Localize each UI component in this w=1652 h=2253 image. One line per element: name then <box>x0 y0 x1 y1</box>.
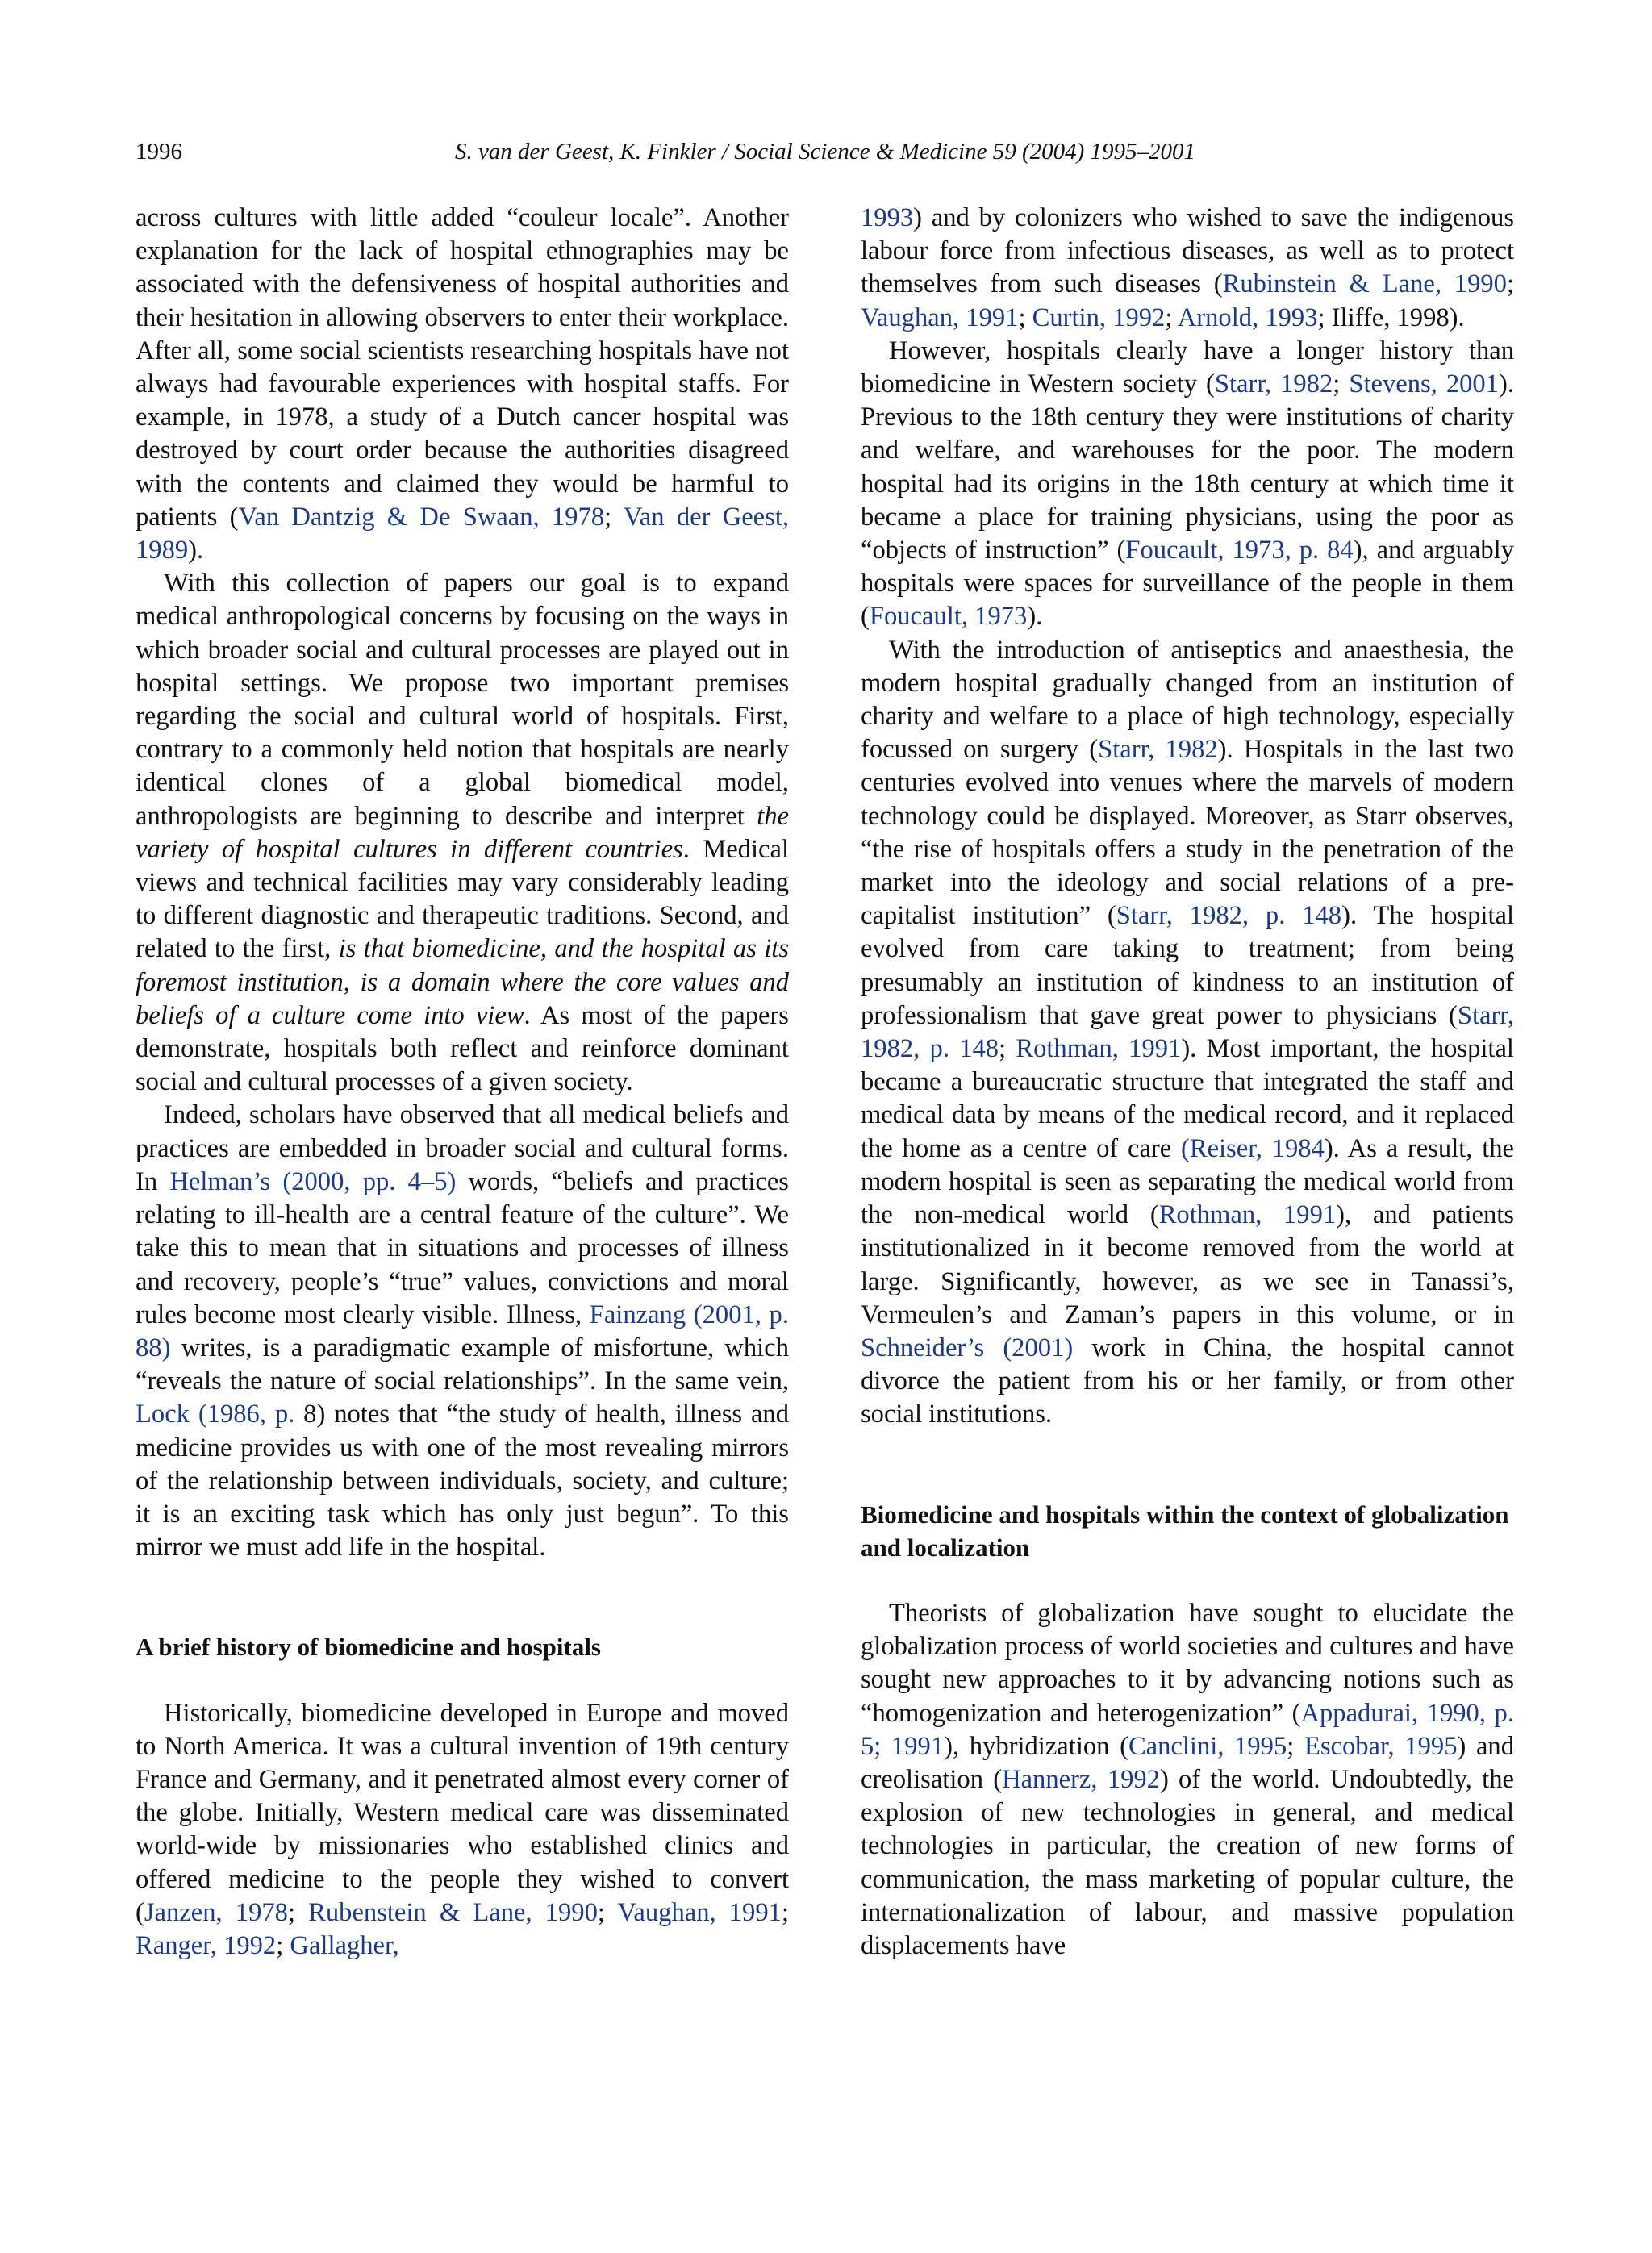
text-run: ). <box>1027 602 1043 632</box>
text-run: . As most of the papers demonstrate, hospitals both reflect and reinforce dominant social and cultural processes of a given society. <box>136 1000 789 1097</box>
text-run: ) and by colonizers who wished to save the indigenous labour force from infectious diseases, as well as to protect themselves from such diseases ( <box>861 203 1514 299</box>
citation-link[interactable]: Helman’s (2000, pp. 4–5) <box>169 1166 457 1196</box>
text-run: Theorists of globalization have sought to elucidate the globalization process of world societies and cultures and have sought new approaches to it by advancing notions such as “homogenization and heterogenization” ( <box>861 1598 1514 1728</box>
text-run: ) and creolisation ( <box>861 1731 1514 1794</box>
citation-link[interactable]: Arnold, 1993 <box>1177 302 1318 332</box>
text-run: ; <box>604 502 624 532</box>
citation-link[interactable]: Starr, 1982 <box>1098 735 1218 765</box>
citation-link[interactable]: Canclini, 1995 <box>1128 1731 1287 1761</box>
citation-link[interactable]: Escobar, 1995 <box>1304 1731 1458 1761</box>
paragraph <box>136 567 789 1099</box>
citation-link[interactable]: Fainzang (2001, p. 88) <box>136 1300 789 1362</box>
text-run: ; <box>781 1897 789 1927</box>
text-run: Historically, biomedicine developed in Europe and moved to North America. It was a cultural invention of 19th century France and Germany, and it penetrated almost every corner of the globe. Initially, Western medical care was disseminated world-wide by missionaries who established clinics and offered medicine to the people they wished to convert ( <box>136 1698 789 1927</box>
text-run: With the introduction of antiseptics and anaesthesia, the modern hospital gradually changed from an institution of charity and welfare to a place of high technology, especially focussed on surgery ( <box>861 635 1514 765</box>
text-run: However, hospitals clearly have a longer history than biomedicine in Western society ( <box>861 336 1514 399</box>
text-run: ; <box>287 1897 309 1927</box>
citation-link[interactable]: Rothman, 1991 <box>1158 1200 1337 1230</box>
text-run: ). <box>188 536 204 565</box>
citation-link[interactable]: Foucault, 1973 <box>869 602 1028 632</box>
spacer <box>136 1564 789 1630</box>
citation-link[interactable]: Vaughan, 1991 <box>617 1897 782 1927</box>
citation-link[interactable]: Van der Geest, 1989 <box>136 502 790 565</box>
citation-link[interactable]: Curtin, 1992 <box>1032 302 1166 332</box>
text-run: ; <box>1333 369 1350 399</box>
text-run: ), and arguably hospitals were spaces for surveillance of the people in them ( <box>861 536 1514 632</box>
paragraph <box>861 202 1514 335</box>
text-run: ) of the world. Undoubtedly, the explosion of new technologies in general, and medical technologies in particular, the creation of new forms of communication, the mass marketing of popular culture, the internationalization of labour, and massive population displacements have <box>861 1764 1514 1960</box>
page-number: 1996 <box>136 139 182 165</box>
spacer <box>861 1432 1514 1498</box>
paragraph <box>136 1099 789 1564</box>
text-run: ; <box>1287 1731 1304 1761</box>
running-title: S. van der Geest, K. Finkler / Social Science & Medicine 59 (2004) 1995–2001 <box>454 139 1196 165</box>
citation-link[interactable]: Stevens, 2001 <box>1349 369 1499 399</box>
spacer <box>136 1664 789 1697</box>
citation-link[interactable]: Schneider’s (2001) <box>861 1333 1074 1362</box>
section-heading: Biomedicine and hospitals within the context of globalization and localization <box>861 1500 1509 1562</box>
text-run: work in China, the hospital cannot divorce the patient from his or her family, or from other social institutions. <box>861 1333 1515 1429</box>
spacer <box>861 1564 1514 1597</box>
paragraph <box>861 634 1514 1432</box>
text-run: ; <box>1018 302 1032 332</box>
citation-link[interactable]: 1993 <box>861 203 914 232</box>
text-run: ), hybridization ( <box>944 1731 1128 1761</box>
text-run: . Medical views and technical facilities may vary considerably leading to different diagnostic and therapeutic traditions. Second, and related to the first, <box>136 834 789 964</box>
text-run: ; <box>276 1930 290 1960</box>
citation-link[interactable]: Hannerz, 1992 <box>1002 1764 1160 1794</box>
citation-link[interactable]: Lock (1986, p. <box>136 1400 295 1429</box>
citation-link[interactable]: Vaughan, 1991 <box>861 302 1019 332</box>
text-run: ; <box>597 1897 618 1927</box>
citation-link[interactable]: Rothman, 1991 <box>1016 1034 1182 1064</box>
citation-link[interactable]: (Reiser, 1984 <box>1180 1133 1325 1163</box>
paragraph <box>861 1597 1514 1963</box>
text-run: With this collection of papers our goal is to expand medical anthropological concerns by focusing on the ways in which broader social and cultural processes are played out in hospital settings. We propose two important premises regarding the social and cultural world of hospitals. First, contrary to a commonly held notion that hospitals are nearly identical clones of a global biomedical model, anthropologists are beginning to describe and interpret <box>136 569 789 831</box>
text-run: Indeed, scholars have observed that all medical beliefs and practices are embedded in broader social and cultural forms. In <box>136 1100 789 1196</box>
text-run: ; Iliffe, 1998). <box>1317 302 1465 332</box>
citation-link[interactable]: Gallagher, <box>290 1930 399 1960</box>
text-run: ; <box>1506 269 1514 299</box>
text-run: 8) notes that “the study of health, illness and medicine provides us with one of the most revealing mirrors of the relationship between individuals, society, and culture; it is an exciting task which has only just begun”. To this mirror we must add life in the hospital. <box>136 1400 790 1562</box>
text-run: ; <box>999 1034 1016 1064</box>
paragraph <box>136 202 789 567</box>
citation-link[interactable]: Ranger, 1992 <box>136 1930 277 1960</box>
text-run: ), and patients institutionalized in it become removed from the world at large. Significantly, however, as we see in Tanassi’s, Vermeulen’s and Zaman’s papers in this volume, or in <box>861 1200 1514 1329</box>
text-run: ). The hospital evolved from care taking to treatment; from being presumably an institution of kindness to an institution of professionalism that gave great power to physicians ( <box>861 901 1515 1030</box>
citation-link[interactable]: Starr, 1982 <box>1214 369 1333 399</box>
citation-link[interactable]: Van Dantzig & De Swaan, 1978 <box>238 502 605 532</box>
left-column <box>136 202 789 1963</box>
text-run: ). Hospitals in the last two centuries evolved into venues where the marvels of modern technology could be displayed. Moreover, as Starr observes, “the rise of hospitals offers a study in the penetration of the market into the ideology and social relations of a pre-capitalist institution” ( <box>861 735 1514 931</box>
citation-link[interactable]: Appadurai, 1990, p. 5; 1991 <box>861 1698 1514 1761</box>
emphasis: the variety of hospital cultures in different countries <box>136 801 789 864</box>
section-heading: A brief history of biomedicine and hospitals <box>136 1633 601 1662</box>
text-run: ). Previous to the 18th century they were institutions of charity and welfare, and warehouses for the poor. The modern hospital had its origins in the 18th century at which time it became a place for training physicians, using the poor as “objects of instruction” ( <box>861 369 1514 565</box>
text-run: writes, is a paradigmatic example of misfortune, which “reveals the nature of social relationships”. In the same vein, <box>136 1333 789 1396</box>
text-run: words, “beliefs and practices relating to ill-health are a central feature of the culture”. We take this to mean that in situations and processes of illness and recovery, people’s “true” values, convictions and moral rules become most clearly visible. Illness, <box>136 1166 789 1329</box>
text-run: ). Most important, the hospital became a bureaucratic structure that integrated the staff and medical data by means of the medical record, and it replaced the home as a centre of care <box>861 1034 1514 1163</box>
citation-link[interactable]: Rubinstein & Lane, 1990 <box>1222 269 1507 299</box>
text-run: across cultures with little added “couleur locale”. Another explanation for the lack of hospital ethnographies may be associated with the defensiveness of hospital authorities and their hesitation in allowing observers to enter their workplace. After all, some social scientists researching hospitals have not always had favourable experiences with hospital staffs. For example, in 1978, a study of a Dutch cancer hospital was destroyed by court order because the authorities disagreed with the contents and claimed they would be harmful to patients ( <box>136 203 789 532</box>
citation-link[interactable]: Rubenstein & Lane, 1990 <box>308 1897 598 1927</box>
paragraph <box>861 335 1514 634</box>
text-run: ). As a result, the modern hospital is seen as separating the medical world from the non-medical world ( <box>861 1133 1515 1230</box>
citation-link[interactable]: Starr, 1982, p. 148 <box>1116 901 1342 931</box>
paragraph <box>136 1697 789 1963</box>
right-column <box>861 202 1514 1963</box>
citation-link[interactable]: Janzen, 1978 <box>144 1897 288 1927</box>
text-run: ; <box>1165 302 1178 332</box>
emphasis: is that biomedicine, and the hospital as its foremost institution, is a domain where the core values and beliefs of a culture come into view <box>136 934 789 1030</box>
citation-link[interactable]: Foucault, 1973, p. 84 <box>1125 536 1354 565</box>
page-header <box>136 134 1515 169</box>
citation-link[interactable]: Starr, 1982, p. 148 <box>861 1000 1514 1064</box>
